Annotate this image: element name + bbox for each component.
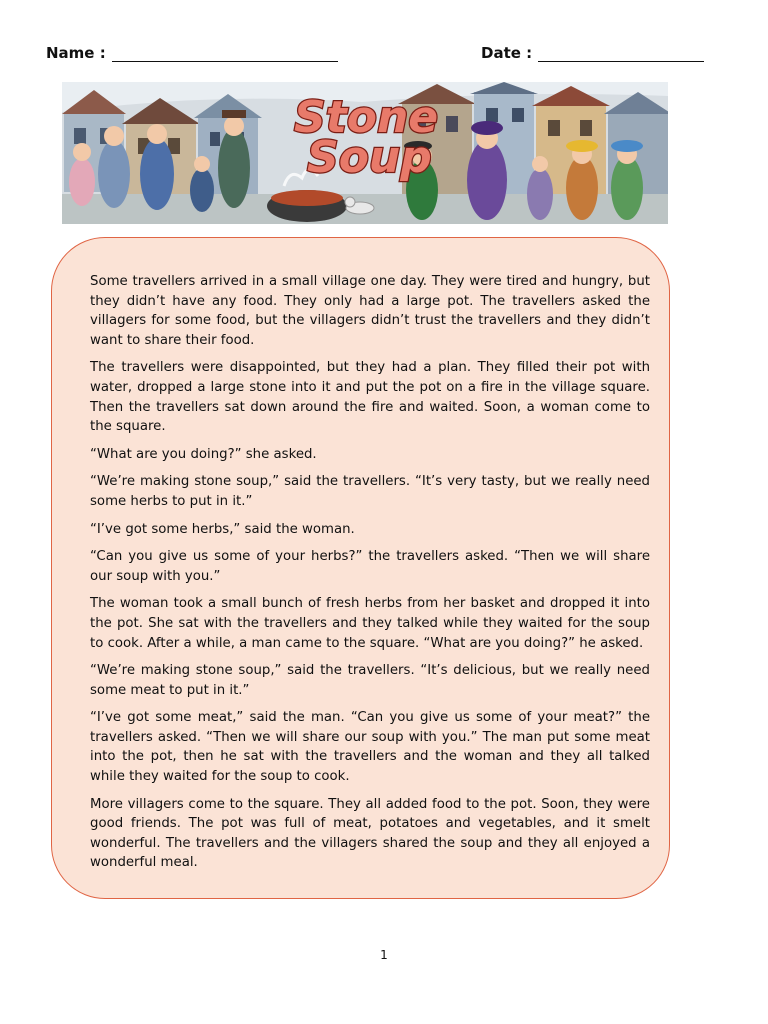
story-paragraph: “We’re making stone soup,” said the travellers. “It’s very tasty, but we really need some herbs to put in it.” [90,474,650,509]
story-paragraph: The woman took a small bunch of fresh herbs from her basket and dropped it into the pot. She sat with the travellers and they talked while they waited for the soup to cook. After a while, a man came to the square. “What are you doing?” he asked. [90,596,650,651]
story-text [90,272,650,881]
story-paragraph: “I’ve got some meat,” said the man. “Can you give us some of your meat?” the travellers asked. “Then we will share our soup with you.” The man put some meat into the pot, then he sat with the travellers and the woman and they all talked while they waited for the soup to cook. [90,710,650,785]
name-label: Name : [46,44,106,62]
story-panel [51,237,670,899]
name-field[interactable] [46,44,338,62]
story-paragraph: “We’re making stone soup,” said the travellers. “It’s delicious, but we really need some meat to put in it.” [90,663,650,698]
banner-title-line1: Stone [294,92,439,143]
story-paragraph: The travellers were disappointed, but they had a plan. They filled their pot with water, dropped a large stone into it and put the pot on a fire in the village square. Then the travellers sat down around the fire and waited. Soon, a woman come to the square. [90,360,650,435]
date-field[interactable] [481,44,704,62]
date-label: Date : [481,44,533,62]
story-paragraph: “I’ve got some herbs,” said the woman. [90,521,355,537]
story-paragraph: “Can you give us some of your herbs?” the travellers asked. “Then we will share our soup with you.” [90,549,650,584]
date-blank-line[interactable] [538,45,704,62]
name-blank-line[interactable] [112,45,338,62]
story-paragraph: “What are you doing?” she asked. [90,446,317,462]
banner-title-line2: Soup [307,132,432,183]
stone-soup-illustration [62,82,668,224]
page-number: 1 [380,948,388,962]
story-paragraph: More villagers come to the square. They all added food to the pot. Soon, they were good friends. The pot was full of meat, potatoes and vegetables, and it smelt wonderful. The travellers and the villagers shared the soup and they all enjoyed a wonderful meal. [90,796,650,871]
story-paragraph: Some travellers arrived in a small village one day. They were tired and hungry, but they didn’t have any food. They only had a large pot. The travellers asked the villagers for some food, but the villagers didn’t trust the travellers and they didn’t want to share their food. [90,274,650,348]
